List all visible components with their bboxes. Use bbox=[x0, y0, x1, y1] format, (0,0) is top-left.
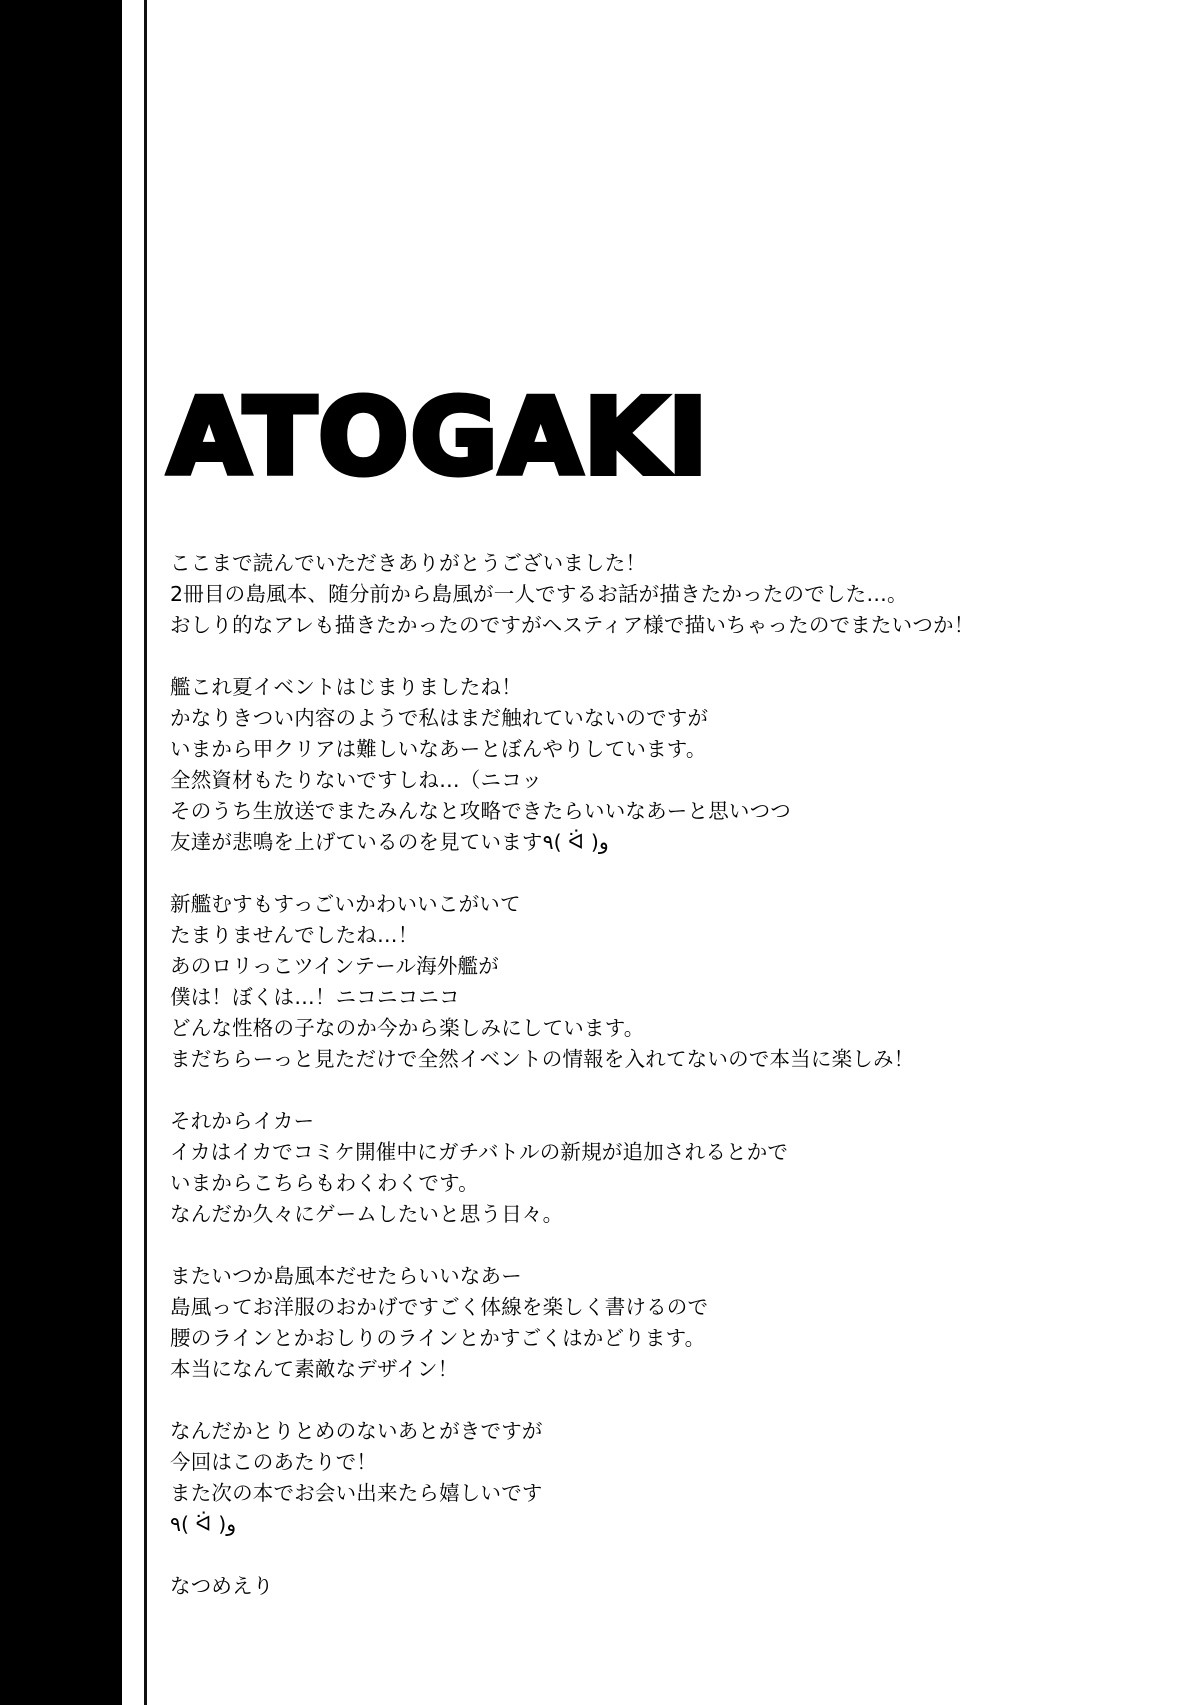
text-line: たまりませんでしたね…！ bbox=[170, 923, 419, 947]
text-line: そのうち生放送でまたみんなと攻略できたらいいなあーと思いつつ bbox=[170, 799, 791, 823]
paragraph-squid bbox=[170, 1106, 1070, 1230]
text-line: 腰のラインとかおしりのラインとかすごくはかどります。 bbox=[170, 1326, 706, 1350]
text-line: また次の本でお会い出来たら嬉しいです bbox=[170, 1481, 543, 1505]
text-line: 僕は！ぼくは…！ニコニコニコ bbox=[170, 985, 460, 1009]
text-line: 島風ってお洋服のおかげですごく体線を楽しく書けるので bbox=[170, 1295, 709, 1319]
text-line: なんだか久々にゲームしたいと思う日々。 bbox=[170, 1202, 564, 1226]
text-line: どんな性格の子なのか今から楽しみにしています。 bbox=[170, 1016, 645, 1040]
page-content bbox=[168, 0, 1168, 1705]
paragraph-newships bbox=[170, 889, 1070, 1075]
text-line: かなりきつい内容のようで私はまだ触れていないのですが bbox=[170, 706, 709, 730]
text-line: 艦これ夏イベントはじまりましたね！ bbox=[170, 675, 522, 699]
page-gutter-band bbox=[0, 0, 122, 1705]
afterword-body bbox=[170, 548, 1070, 1602]
page-title: ATOGAKI bbox=[168, 376, 710, 498]
text-line: 全然資材もたりないですしね…（ニコッ bbox=[170, 768, 543, 792]
text-line: イカはイカでコミケ開催中にガチバトルの新規が追加されるとかで bbox=[170, 1140, 789, 1164]
text-line: いまから甲クリアは難しいなあーとぼんやりしています。 bbox=[170, 737, 707, 761]
text-line: 友達が悲鳴を上げているのを見ています٩( ᐛ )و bbox=[170, 830, 609, 854]
text-line: 今回はこのあたりで！ bbox=[170, 1450, 377, 1474]
text-line: ٩( ᐛ )و bbox=[170, 1512, 237, 1536]
text-line: それからイカー bbox=[170, 1109, 315, 1133]
page-gutter-rule bbox=[144, 0, 147, 1705]
text-line: 2冊目の島風本、随分前から島風が一人でするお話が描きたかったのでした…。 bbox=[170, 582, 908, 606]
author-signature: なつめえり bbox=[170, 1574, 274, 1598]
paragraph-event bbox=[170, 672, 1070, 858]
text-line: あのロリっこツインテール海外艦が bbox=[170, 954, 499, 978]
text-line: 新艦むすもすっごいかわいいこがいて bbox=[170, 892, 521, 916]
text-line: またいつか島風本だせたらいいなあー bbox=[170, 1264, 522, 1288]
text-line: なんだかとりとめのないあとがきですが bbox=[170, 1419, 543, 1443]
paragraph-thanks bbox=[170, 548, 1070, 641]
paragraph-closing bbox=[170, 1416, 1070, 1540]
text-line: いまからこちらもわくわくです。 bbox=[170, 1171, 479, 1195]
text-line: おしり的なアレも描きたかったのですがヘスティア様で描いちゃったのでまたいつか！ bbox=[170, 613, 975, 637]
text-line: まだちらーっと見ただけで全然イベントの情報を入れてないので本当に楽しみ！ bbox=[170, 1047, 915, 1071]
text-line: 本当になんて素敵なデザイン！ bbox=[170, 1357, 459, 1381]
paragraph-shimakaze bbox=[170, 1261, 1070, 1385]
text-line: ここまで読んでいただきありがとうございました！ bbox=[170, 551, 647, 575]
